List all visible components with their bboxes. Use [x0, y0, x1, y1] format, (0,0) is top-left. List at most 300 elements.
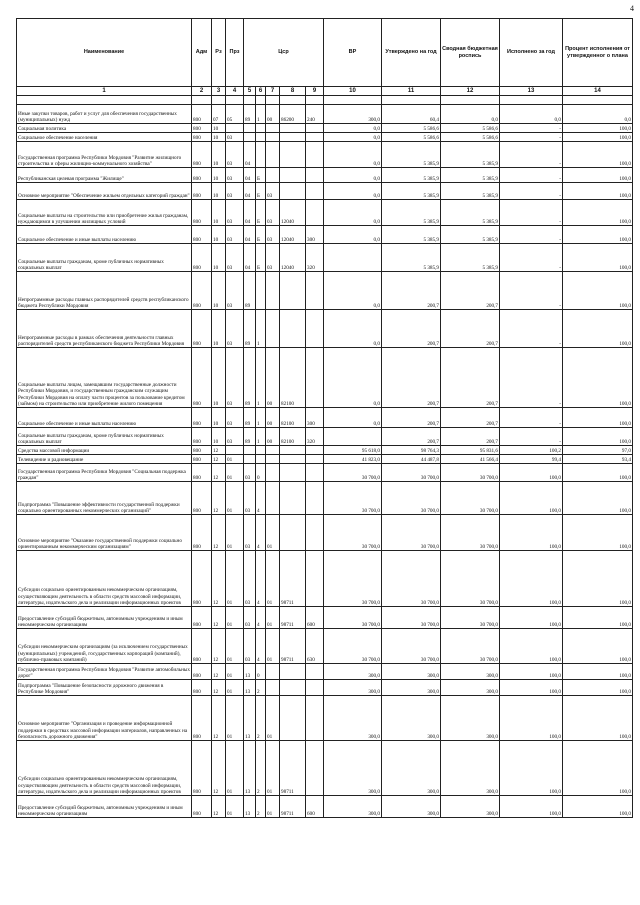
- budget-list-amount: 200,7: [382, 310, 441, 348]
- approved-amount: 0,0: [324, 408, 382, 428]
- prz-code: 03: [226, 168, 244, 183]
- prz-code: 03: [226, 183, 244, 200]
- col-number: 2: [192, 87, 212, 96]
- rz-code: 10: [212, 200, 226, 226]
- csr-part-1: 03: [244, 515, 256, 551]
- csr-part-2: Б: [256, 226, 266, 244]
- percent-budget-list: 100,0: [563, 680, 633, 696]
- csr-part-1: 04: [244, 244, 256, 272]
- table-row: [17, 142, 633, 168]
- executed-amount: 5 586,6: [441, 133, 500, 142]
- rz-code: 10: [212, 244, 226, 272]
- csr-part-4: 98711: [280, 629, 306, 664]
- executed-amount: 300,0: [441, 680, 500, 696]
- csr-part-4: 82100: [280, 348, 306, 408]
- rz-code: 10: [212, 272, 226, 310]
- rz-code: 12: [212, 607, 226, 629]
- vr-code: 320: [306, 244, 324, 272]
- budget-list-amount: 5 385,9: [382, 168, 441, 183]
- executed-amount: 5 385,9: [441, 244, 500, 272]
- executed-amount: 300,0: [441, 696, 500, 741]
- percent-approved: -: [500, 428, 563, 446]
- percent-approved: -: [500, 272, 563, 310]
- budget-execution-table: [16, 18, 633, 818]
- csr-part-1: 13: [244, 741, 256, 796]
- approved-amount: 30 700,0: [324, 551, 382, 607]
- percent-approved: -: [500, 183, 563, 200]
- csr-part-3: 03: [266, 183, 280, 200]
- col-number: 10: [324, 87, 382, 96]
- item-name: Предоставление субсидий бюджетным, автономным учреждениям и иным некоммерческим организациям: [17, 607, 192, 629]
- adm-code: 800: [192, 428, 212, 446]
- rz-code: 12: [212, 455, 226, 464]
- percent-budget-list: 100,0: [563, 428, 633, 446]
- csr-part-4: 98711: [280, 607, 306, 629]
- budget-list-amount: 200,7: [382, 272, 441, 310]
- prz-code: 03: [226, 428, 244, 446]
- executed-amount: 0,0: [441, 105, 500, 124]
- rz-code: 10: [212, 348, 226, 408]
- percent-approved: -: [500, 200, 563, 226]
- executed-amount: 30 700,0: [441, 482, 500, 515]
- csr-part-3: [266, 124, 280, 133]
- budget-list-amount: 200,7: [382, 408, 441, 428]
- vr-code: [306, 696, 324, 741]
- percent-approved: 100,0: [500, 629, 563, 664]
- csr-part-3: 01: [266, 607, 280, 629]
- csr-part-2: [256, 142, 266, 168]
- table-row: [17, 446, 633, 455]
- percent-budget-list: 100,0: [563, 629, 633, 664]
- executed-amount: 5 385,9: [441, 226, 500, 244]
- table-row: [17, 482, 633, 515]
- adm-code: 800: [192, 226, 212, 244]
- csr-part-2: 1: [256, 310, 266, 348]
- col-number: 6: [256, 87, 266, 96]
- budget-list-amount: 5 385,9: [382, 200, 441, 226]
- percent-approved: -: [500, 408, 563, 428]
- vr-code: 300: [306, 408, 324, 428]
- percent-approved: 100,0: [500, 607, 563, 629]
- table-row: [17, 629, 633, 664]
- rz-code: 10: [212, 183, 226, 200]
- item-name: Субсидии социально ориентированным некоммерческим организациям, осуществляющим деятельность в области средств массовой информации, литературы, издательского дела и реализации информационных проектов: [17, 741, 192, 796]
- budget-list-amount: 5 586,6: [382, 124, 441, 133]
- adm-code: 800: [192, 142, 212, 168]
- adm-code: 800: [192, 741, 212, 796]
- table-row: [17, 244, 633, 272]
- rz-code: 12: [212, 741, 226, 796]
- budget-list-amount: 5 385,9: [382, 244, 441, 272]
- table-row: [17, 408, 633, 428]
- table-row: [17, 133, 633, 142]
- percent-budget-list: 100,0: [563, 272, 633, 310]
- csr-part-1: 03: [244, 551, 256, 607]
- prz-code: 01: [226, 515, 244, 551]
- approved-amount: 30 700,0: [324, 464, 382, 482]
- csr-part-3: 01: [266, 551, 280, 607]
- budget-list-amount: 30 700,0: [382, 607, 441, 629]
- prz-code: 01: [226, 696, 244, 741]
- budget-list-amount: 5 586,6: [382, 133, 441, 142]
- rz-code: 10: [212, 226, 226, 244]
- percent-budget-list: 100,0: [563, 664, 633, 680]
- budget-list-amount: 30 700,0: [382, 629, 441, 664]
- csr-part-1: 13: [244, 796, 256, 818]
- vr-code: [306, 551, 324, 607]
- csr-part-4: 12040: [280, 226, 306, 244]
- rz-code: 12: [212, 796, 226, 818]
- percent-approved: 100,0: [500, 551, 563, 607]
- table-row: [17, 428, 633, 446]
- rz-code: 12: [212, 551, 226, 607]
- prz-code: 01: [226, 607, 244, 629]
- percent-approved: 100,0: [500, 741, 563, 796]
- csr-part-3: [266, 464, 280, 482]
- executed-amount: 5 385,9: [441, 200, 500, 226]
- percent-budget-list: 100,0: [563, 124, 633, 133]
- csr-part-1: 89: [244, 428, 256, 446]
- csr-part-1: 04: [244, 226, 256, 244]
- csr-part-3: 01: [266, 796, 280, 818]
- percent-budget-list: 100,0: [563, 310, 633, 348]
- percent-approved: -: [500, 226, 563, 244]
- csr-part-1: 13: [244, 696, 256, 741]
- table-row: [17, 105, 633, 124]
- adm-code: 800: [192, 680, 212, 696]
- item-name: Иные закупки товаров, работ и услуг для обеспечения государственных (муниципальных) нужд: [17, 105, 192, 124]
- csr-part-3: [266, 455, 280, 464]
- csr-part-4: [280, 142, 306, 168]
- csr-part-3: [266, 142, 280, 168]
- csr-part-2: Б: [256, 200, 266, 226]
- budget-list-amount: 300,0: [382, 741, 441, 796]
- budget-list-amount: 5 385,9: [382, 142, 441, 168]
- rz-code: 12: [212, 482, 226, 515]
- percent-budget-list: 100,0: [563, 168, 633, 183]
- vr-code: [306, 183, 324, 200]
- csr-part-4: 98711: [280, 796, 306, 818]
- approved-amount: 300,0: [324, 741, 382, 796]
- col-number: 7: [266, 87, 280, 96]
- item-name: Государственная программа Республики Мордовия "Развитие автомобильных дорог": [17, 664, 192, 680]
- item-name: Социальное обеспечение населения: [17, 133, 192, 142]
- item-name: Социальная политика: [17, 124, 192, 133]
- table-row: [17, 551, 633, 607]
- csr-part-1: 03: [244, 464, 256, 482]
- percent-budget-list: 100,0: [563, 741, 633, 796]
- vr-code: [306, 455, 324, 464]
- approved-amount: 0,0: [324, 183, 382, 200]
- csr-part-3: 01: [266, 741, 280, 796]
- percent-approved: 100,0: [500, 464, 563, 482]
- vr-code: 320: [306, 428, 324, 446]
- table-row: [17, 664, 633, 680]
- prz-code: 01: [226, 455, 244, 464]
- vr-code: [306, 142, 324, 168]
- approved-amount: 30 700,0: [324, 482, 382, 515]
- approved-amount: 41 823,0: [324, 455, 382, 464]
- csr-part-3: 00: [266, 105, 280, 124]
- approved-amount: 0,0: [324, 142, 382, 168]
- adm-code: 800: [192, 168, 212, 183]
- csr-part-4: [280, 464, 306, 482]
- percent-approved: 100,0: [500, 796, 563, 818]
- vr-code: [306, 446, 324, 455]
- executed-amount: 5 385,9: [441, 168, 500, 183]
- table-row: [17, 464, 633, 482]
- item-name: Основное мероприятие "Организация и проведение информационной поддержки в средствах массовой информации материалов, направленных на безопасность дорожного движения": [17, 696, 192, 741]
- percent-budget-list: 100,0: [563, 796, 633, 818]
- item-name: Субсидии некоммерческим организациям (за исключением государственных (муниципальных) учреждений, государственных корпораций (компаний), публично-правовых компаний): [17, 629, 192, 664]
- adm-code: 800: [192, 124, 212, 133]
- executed-amount: 5 385,9: [441, 183, 500, 200]
- approved-amount: 0,0: [324, 272, 382, 310]
- approved-amount: [324, 244, 382, 272]
- csr-part-4: [280, 168, 306, 183]
- col-number: 8: [280, 87, 306, 96]
- budget-list-amount: 5 385,9: [382, 226, 441, 244]
- adm-code: 800: [192, 464, 212, 482]
- csr-part-3: 03: [266, 226, 280, 244]
- csr-part-1: [244, 446, 256, 455]
- column-number-row: [17, 87, 633, 96]
- header-percent-approved: Процент исполнения от утвержденног о плана: [563, 19, 633, 87]
- percent-budget-list: 100,0: [563, 515, 633, 551]
- header-csr: Цср: [244, 19, 324, 87]
- adm-code: 800: [192, 348, 212, 408]
- prz-code: 01: [226, 629, 244, 664]
- budget-list-amount: 30 700,0: [382, 551, 441, 607]
- col-number: 11: [382, 87, 441, 96]
- adm-code: 800: [192, 105, 212, 124]
- col-number: 14: [563, 87, 633, 96]
- csr-part-4: [280, 446, 306, 455]
- csr-part-4: [280, 310, 306, 348]
- prz-code: 01: [226, 664, 244, 680]
- vr-code: [306, 515, 324, 551]
- percent-budget-list: 100,0: [563, 464, 633, 482]
- page-number: 4: [630, 4, 634, 13]
- percent-budget-list: 100,0: [563, 244, 633, 272]
- csr-part-2: Б: [256, 168, 266, 183]
- rz-code: 10: [212, 142, 226, 168]
- csr-part-2: 2: [256, 680, 266, 696]
- adm-code: 800: [192, 183, 212, 200]
- item-name: Телевидение и радиовещание: [17, 455, 192, 464]
- item-name: Социальные выплаты на строительство или приобретение жилья гражданам, нуждающимся в улучшении жилищных условий: [17, 200, 192, 226]
- table-row: [17, 124, 633, 133]
- approved-amount: 300,0: [324, 105, 382, 124]
- approved-amount: 30 700,0: [324, 629, 382, 664]
- csr-part-2: [256, 133, 266, 142]
- vr-code: 240: [306, 105, 324, 124]
- rz-code: 12: [212, 696, 226, 741]
- executed-amount: 300,0: [441, 664, 500, 680]
- csr-part-3: 03: [266, 200, 280, 226]
- csr-part-4: [280, 124, 306, 133]
- budget-list-amount: 300,0: [382, 680, 441, 696]
- csr-part-4: [280, 696, 306, 741]
- vr-code: 630: [306, 629, 324, 664]
- csr-part-3: [266, 446, 280, 455]
- csr-part-1: [244, 124, 256, 133]
- executed-amount: 200,7: [441, 428, 500, 446]
- csr-part-2: 2: [256, 796, 266, 818]
- rz-code: 12: [212, 680, 226, 696]
- percent-budget-list: 97,0: [563, 446, 633, 455]
- rz-code: 12: [212, 664, 226, 680]
- table-row: [17, 696, 633, 741]
- csr-part-1: 04: [244, 200, 256, 226]
- percent-budget-list: 100,0: [563, 183, 633, 200]
- csr-part-3: [266, 272, 280, 310]
- percent-approved: -: [500, 168, 563, 183]
- col-number: 12: [441, 87, 500, 96]
- budget-list-amount: 60,4: [382, 105, 441, 124]
- approved-amount: 0,0: [324, 200, 382, 226]
- budget-list-amount: 44 487,8: [382, 455, 441, 464]
- rz-code: 10: [212, 133, 226, 142]
- csr-part-1: 89: [244, 272, 256, 310]
- item-name: Социальное обеспечение и иные выплаты населению: [17, 408, 192, 428]
- csr-part-3: 01: [266, 629, 280, 664]
- csr-part-2: [256, 124, 266, 133]
- header-executed: Исполнено за год: [500, 19, 563, 87]
- adm-code: 800: [192, 796, 212, 818]
- vr-code: [306, 200, 324, 226]
- table-row: [17, 348, 633, 408]
- csr-part-3: 00: [266, 428, 280, 446]
- prz-code: 03: [226, 348, 244, 408]
- csr-part-1: [244, 133, 256, 142]
- executed-amount: 200,7: [441, 408, 500, 428]
- rz-code: 12: [212, 464, 226, 482]
- csr-part-1: 13: [244, 680, 256, 696]
- percent-budget-list: 93,4: [563, 455, 633, 464]
- csr-part-2: Б: [256, 244, 266, 272]
- table-row: [17, 796, 633, 818]
- rz-code: 07: [212, 105, 226, 124]
- approved-amount: 0,0: [324, 133, 382, 142]
- adm-code: 800: [192, 664, 212, 680]
- table-body: [17, 19, 633, 818]
- approved-amount: 300,0: [324, 796, 382, 818]
- csr-part-3: 00: [266, 348, 280, 408]
- item-name: Социальные выплаты гражданам, кроме публичных нормативных социальных выплат: [17, 428, 192, 446]
- budget-list-amount: 200,7: [382, 348, 441, 408]
- item-name: Непрограммные расходы главных распорядителей средств республиканского бюджета Республики Мордовия: [17, 272, 192, 310]
- approved-amount: [324, 428, 382, 446]
- adm-code: 800: [192, 482, 212, 515]
- prz-code: 03: [226, 310, 244, 348]
- item-name: Республиканская целевая программа "Жилище": [17, 168, 192, 183]
- percent-budget-list: 100,0: [563, 142, 633, 168]
- csr-part-1: 89: [244, 348, 256, 408]
- item-name: Основное мероприятие "Обеспечение жильем отдельных категорий граждан": [17, 183, 192, 200]
- prz-code: 05: [226, 105, 244, 124]
- prz-code: [226, 446, 244, 455]
- csr-part-2: 1: [256, 408, 266, 428]
- adm-code: 800: [192, 244, 212, 272]
- csr-part-2: 4: [256, 551, 266, 607]
- vr-code: [306, 124, 324, 133]
- csr-part-4: 82100: [280, 428, 306, 446]
- csr-part-4: [280, 272, 306, 310]
- executed-amount: 300,0: [441, 796, 500, 818]
- csr-part-4: 82100: [280, 408, 306, 428]
- header-prz: Прз: [226, 19, 244, 87]
- budget-list-amount: 5 385,9: [382, 183, 441, 200]
- executed-amount: 200,7: [441, 310, 500, 348]
- csr-part-2: 4: [256, 482, 266, 515]
- prz-code: 03: [226, 226, 244, 244]
- col-number: 4: [226, 87, 244, 96]
- adm-code: 800: [192, 408, 212, 428]
- csr-part-3: [266, 133, 280, 142]
- budget-list-amount: 30 700,0: [382, 515, 441, 551]
- item-name: Предоставление субсидий бюджетным, автономным учреждениям и иным некоммерческим организациям: [17, 796, 192, 818]
- approved-amount: 95 618,0: [324, 446, 382, 455]
- vr-code: [306, 168, 324, 183]
- approved-amount: 0,0: [324, 348, 382, 408]
- adm-code: 800: [192, 200, 212, 226]
- prz-code: 01: [226, 796, 244, 818]
- executed-amount: 30 700,0: [441, 607, 500, 629]
- prz-code: 01: [226, 680, 244, 696]
- csr-part-3: 01: [266, 696, 280, 741]
- rz-code: 10: [212, 168, 226, 183]
- percent-approved: -: [500, 348, 563, 408]
- table-row: [17, 741, 633, 796]
- percent-budget-list: 100,0: [563, 607, 633, 629]
- csr-part-3: [266, 680, 280, 696]
- executed-amount: 200,7: [441, 348, 500, 408]
- vr-code: 300: [306, 226, 324, 244]
- percent-approved: 100,0: [500, 664, 563, 680]
- approved-amount: 300,0: [324, 664, 382, 680]
- csr-part-4: 98711: [280, 741, 306, 796]
- prz-code: 01: [226, 741, 244, 796]
- csr-part-1: 04: [244, 183, 256, 200]
- csr-part-2: [256, 446, 266, 455]
- csr-part-4: [280, 664, 306, 680]
- vr-code: [306, 348, 324, 408]
- executed-amount: 300,0: [441, 741, 500, 796]
- vr-code: 600: [306, 796, 324, 818]
- table-row: [17, 310, 633, 348]
- adm-code: 800: [192, 272, 212, 310]
- approved-amount: 0,0: [324, 168, 382, 183]
- csr-part-4: [280, 183, 306, 200]
- csr-part-1: 03: [244, 607, 256, 629]
- percent-approved: -: [500, 124, 563, 133]
- csr-part-4: 98711: [280, 551, 306, 607]
- csr-part-1: 89: [244, 310, 256, 348]
- col-number: 1: [17, 87, 192, 96]
- adm-code: 800: [192, 515, 212, 551]
- percent-approved: 100,2: [500, 446, 563, 455]
- csr-part-1: 03: [244, 482, 256, 515]
- header-approved: Утверждено на год: [382, 19, 441, 87]
- percent-budget-list: 0,0: [563, 105, 633, 124]
- csr-part-1: 89: [244, 105, 256, 124]
- csr-part-2: 4: [256, 515, 266, 551]
- percent-approved: 100,0: [500, 482, 563, 515]
- percent-approved: 100,0: [500, 680, 563, 696]
- header-rz: Рз: [212, 19, 226, 87]
- table-row: [17, 607, 633, 629]
